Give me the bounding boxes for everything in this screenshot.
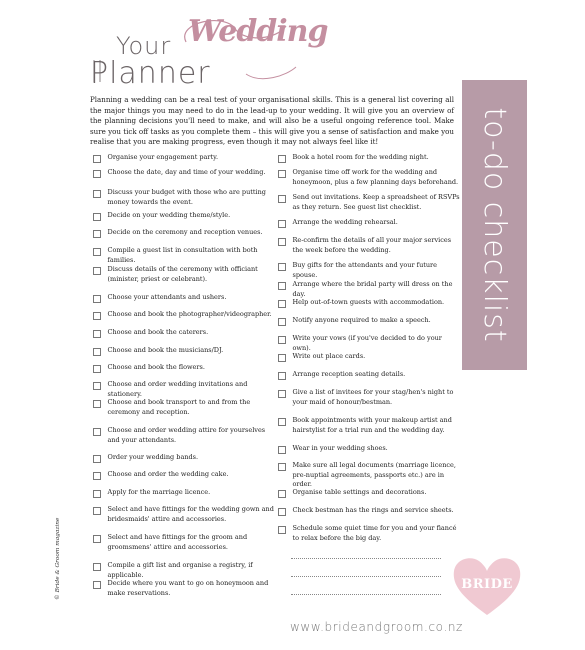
checklist-item-text: Decide on your wedding theme/style. [107,211,231,219]
checkbox[interactable] [93,312,101,320]
checklist-item[interactable] [93,246,276,265]
checklist-item[interactable] [93,328,276,338]
logo-wedding: Wedding [188,14,328,49]
checklist-item[interactable] [93,188,276,207]
checklist-item[interactable] [278,236,461,255]
logo-planner: Planner [90,56,211,91]
checkbox[interactable] [278,195,286,203]
checklist-item-text: Book a hotel room for the wedding night. [292,153,429,161]
side-title: to-do checklist [477,107,512,343]
checkbox[interactable] [278,526,286,534]
checkbox[interactable] [278,238,286,246]
checklist-item[interactable] [93,579,276,598]
checklist-item-text: Select and have fittings for the groom and groomsmens' attire and accessories. [107,533,248,551]
checklist-item-text: Discuss details of the ceremony with officiant (minister, priest or celebrant). [107,265,258,283]
checklist-item-text: Organise time off work for the wedding and honeymoon, plus a few planning days beforehand. [292,168,459,186]
bride-heart-logo [452,555,522,617]
checkbox[interactable] [278,354,286,362]
checkbox[interactable] [93,348,101,356]
checkbox[interactable] [93,490,101,498]
checklist-item[interactable] [93,293,276,303]
checkbox[interactable] [278,390,286,398]
checklist-item-text: Organise table settings and decorations. [292,488,427,496]
checkbox[interactable] [93,507,101,515]
checklist-item-text: Book appointments with your makeup artist and hairstylist for a trial run and the wedding day. [292,416,452,434]
checklist-item[interactable] [278,193,461,212]
checklist-item[interactable] [278,461,461,490]
checklist-item[interactable] [278,334,461,353]
checkbox[interactable] [93,170,101,178]
checklist-item-text: Discuss your budget with those who are putting money towards the event. [107,188,266,206]
checklist-item-text: Help out-of-town guests with accommodation. [292,298,445,306]
checklist-item[interactable] [278,153,461,163]
checklist-item[interactable] [93,153,276,163]
checklist-item[interactable] [93,398,276,417]
checklist-item[interactable] [278,444,461,454]
intro-paragraph: Planning a wedding can be a real test of your organisational skills. This is a general list covering all the major things you may need to do in the lead-up to your wedding. It will give you an overview of the planning decisions you'll need to make, and will also be a useful ongoing reference tool. Make sure you tick off tasks as you complete them – this will give you a sense of satisfaction and make you realise that you are making progress, even though it may not always feel like it! [90,95,454,147]
checkbox[interactable] [278,463,286,471]
blank-line[interactable] [291,576,441,577]
checkbox[interactable] [93,230,101,238]
checkbox[interactable] [93,455,101,463]
checkbox[interactable] [93,428,101,436]
checklist-item[interactable] [278,298,461,308]
checkbox[interactable] [93,365,101,373]
checklist-item-text: Compile a gift list and organise a registry, if applicable. [107,561,253,579]
checklist-item[interactable] [278,352,461,362]
checklist-item[interactable] [278,488,461,498]
checklist-item[interactable] [93,265,276,284]
checklist-item-text: Arrange where the bridal party will dress on the day. [292,280,453,298]
checklist-item[interactable] [93,505,276,524]
checklist-item[interactable] [278,506,461,516]
checkbox[interactable] [278,336,286,344]
checkbox[interactable] [278,155,286,163]
checklist-item-text: Give a list of invitees for your stag/hen's night to your maid of honour/bestman. [292,388,454,406]
checklist-item[interactable] [278,370,461,380]
checkbox[interactable] [278,263,286,271]
checklist-item[interactable] [278,218,461,228]
checklist-item[interactable] [93,363,276,373]
checklist-item-text: Decide on the ceremony and reception venues. [107,228,263,236]
checklist-item-text: Choose and order wedding invitations and stationery. [107,380,248,398]
checklist-item-text: Apply for the marriage licence. [107,488,211,496]
checklist-item[interactable] [93,310,276,320]
checklist-item[interactable] [93,533,276,552]
checklist-item-text: Choose your attendants and ushers. [107,293,227,301]
checklist-item-text: Arrange reception seating details. [292,370,406,378]
checklist-item[interactable] [93,168,276,178]
checklist-item-text: Write your vows (if you've decided to do your own). [292,334,442,352]
planner-logo [86,12,328,91]
checklist-item-text: Choose and order wedding attire for yourselves and your attendants. [107,426,266,444]
checklist-item-text: Send out invitations. Keep a spreadsheet of RSVPs as they return. See guest list checklist. [292,193,460,211]
checklist-item[interactable] [278,280,461,299]
checklist-item[interactable] [93,380,276,399]
checklist-item-text: Choose and book the flowers. [107,363,205,371]
checklist-item-text: Decide where you want to go on honeymoon and make reservations. [107,579,269,597]
magazine-credit: © Bride & Groom magazine [55,517,61,600]
checkbox[interactable] [93,295,101,303]
side-panel [462,80,527,370]
checklist-item-text: Choose the date, day and time of your wedding. [107,168,266,176]
checklist-item[interactable] [278,261,461,280]
checklist-item-text: Write out place cards. [292,352,366,360]
logo-your: Your [116,32,172,60]
checklist-item-text: Notify anyone required to make a speech. [292,316,431,324]
checklist-item[interactable] [278,524,461,543]
checklist-item-text: Select and have fittings for the wedding gown and bridesmaids' attire and accessories. [107,505,274,523]
checkbox[interactable] [278,282,286,290]
checklist-item[interactable] [93,228,276,238]
checkbox[interactable] [278,220,286,228]
checkbox[interactable] [278,372,286,380]
checklist-item-text: Check bestman has the rings and service sheets. [292,506,454,514]
heart-bride-text: BRIDE [461,577,513,592]
checklist-item[interactable] [278,416,461,435]
checklist-item[interactable] [278,388,461,407]
checklist-item-text: Order your wedding bands. [107,453,199,461]
checklist-item-text: Choose and book transport to and from the ceremony and reception. [107,398,251,416]
checkbox[interactable] [93,267,101,275]
checkbox[interactable] [93,472,101,480]
checkbox[interactable] [93,400,101,408]
checklist-item-text: Compile a guest list in consultation with both families. [107,246,258,264]
checklist-item-text: Schedule some quiet time for you and your fiancé to relax before the big day. [292,524,457,542]
checkbox[interactable] [278,300,286,308]
checklist-item-text: Choose and book the caterers. [107,328,209,336]
checklist-item-text: Choose and book the musicians/DJ. [107,346,224,354]
checklist-item-text: Choose and book the photographer/videographer. [107,310,272,318]
checklist-item[interactable] [93,346,276,356]
checklist-item[interactable] [93,488,276,498]
checklist-item-text: Make sure all legal documents (marriage licence, pre-nuptial agreements, passports etc.) are in order. [292,461,456,489]
checklist-item[interactable] [93,470,276,480]
checkbox[interactable] [93,563,101,571]
checkbox[interactable] [93,382,101,390]
checklist-item-text: Organise your engagement party. [107,153,219,161]
checklist-item[interactable] [93,453,276,463]
checklist-item[interactable] [93,211,276,221]
checkbox[interactable] [93,190,101,198]
checklist-item-text: Wear in your wedding shoes. [292,444,388,452]
checkbox[interactable] [93,581,101,589]
checkbox[interactable] [278,318,286,326]
checkbox[interactable] [93,248,101,256]
checklist-item-text: Choose and order the wedding cake. [107,470,229,478]
checkbox[interactable] [278,490,286,498]
checkbox[interactable] [93,535,101,543]
checklist-item-text: Buy gifts for the attendants and your future spouse. [292,261,438,279]
checklist-item[interactable] [93,426,276,445]
checkbox[interactable] [278,446,286,454]
checkbox[interactable] [93,213,101,221]
checklist-item[interactable] [93,561,276,580]
checkbox[interactable] [93,155,101,163]
blank-line[interactable] [291,594,441,595]
checkbox[interactable] [278,418,286,426]
checkbox[interactable] [278,508,286,516]
checkbox[interactable] [93,330,101,338]
blank-line[interactable] [291,558,441,559]
checklist-item[interactable] [278,168,461,187]
checklist-item-text: Arrange the wedding rehearsal. [292,218,398,226]
checklist-item[interactable] [278,316,461,326]
checklist-item-text: Re-confirm the details of all your major services the week before the wedding. [292,236,452,254]
footer-url: www.brideandgroom.co.nz [290,620,463,634]
checkbox[interactable] [278,170,286,178]
